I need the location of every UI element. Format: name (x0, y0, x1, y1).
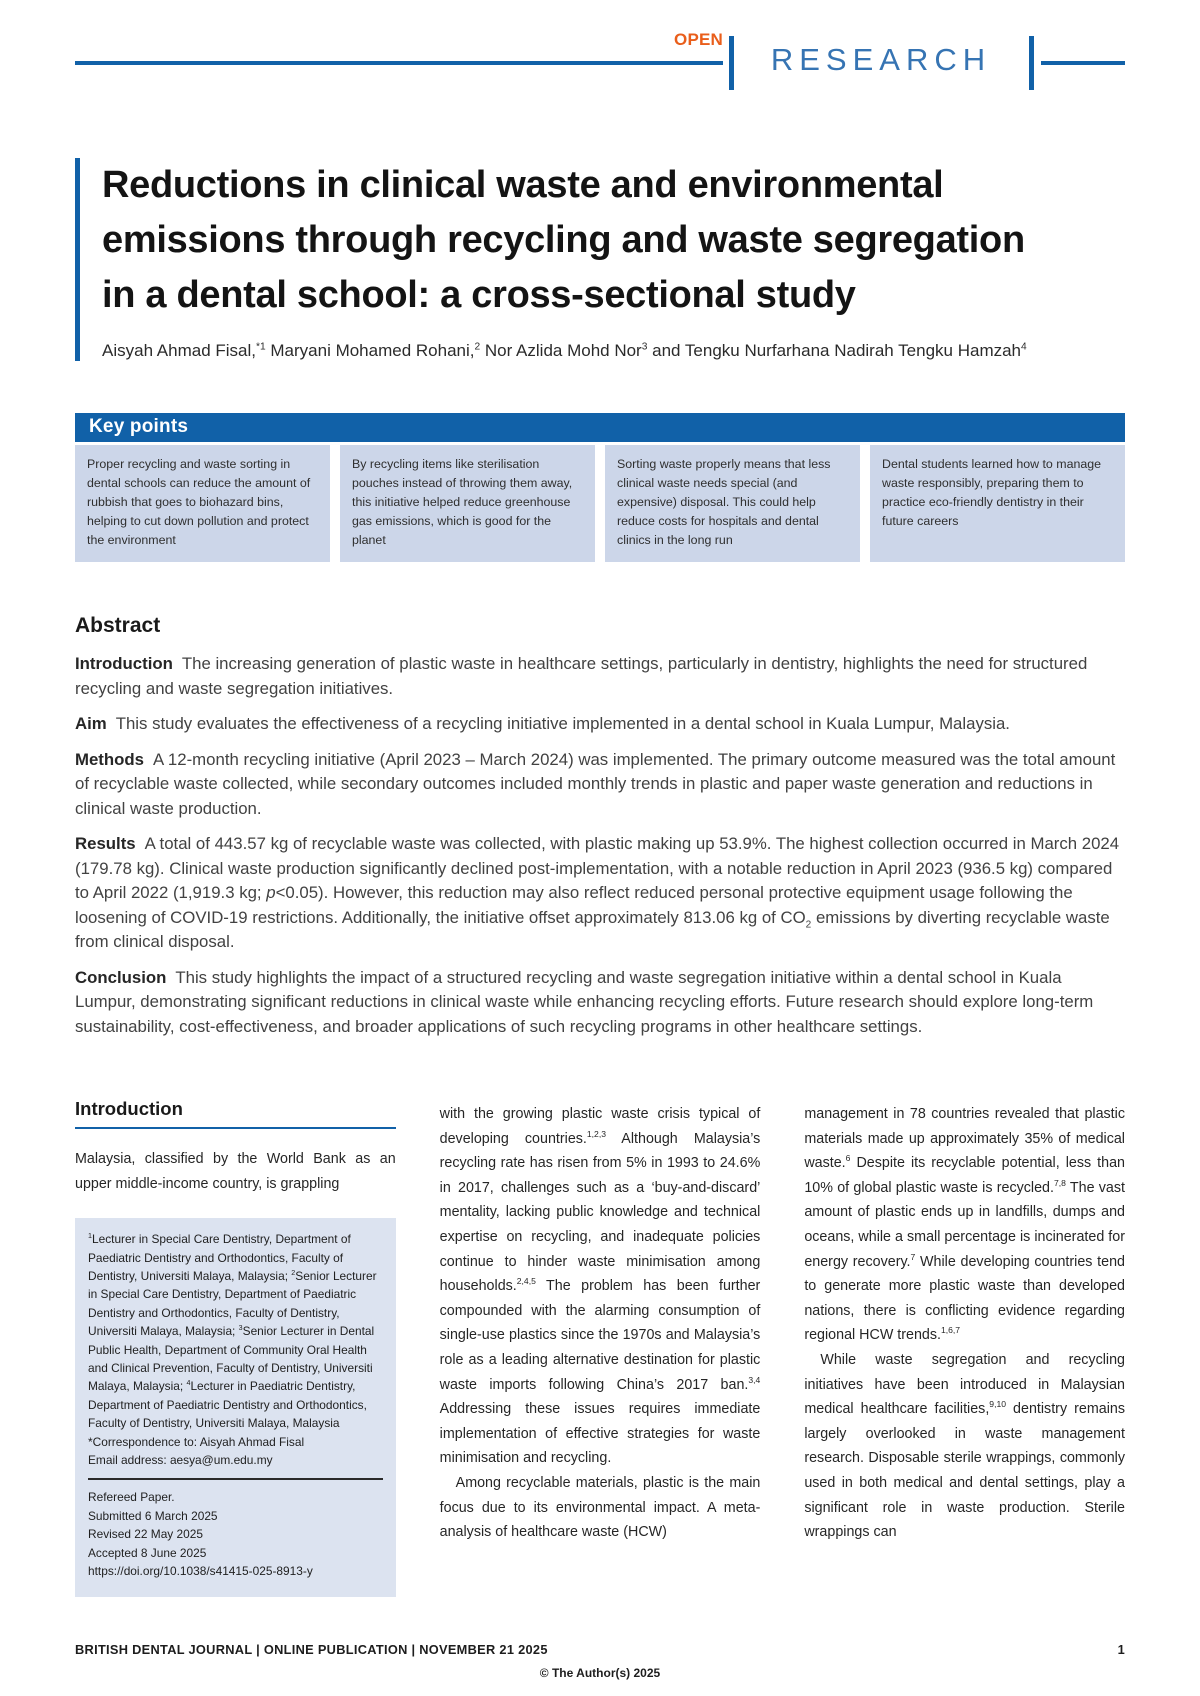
introduction-paragraph: Among recyclable materials, plastic is the main focus due to its environmental impact. A meta-analysis of healthcare waste (HCW) (439, 1474, 761, 1541)
masthead-divider-bar-left (729, 36, 734, 90)
masthead-divider-bar-right (1029, 36, 1034, 90)
article-title: Reductions in clinical waste and environmental emissions through recycling and waste segregation in a dental school: a cross-sectional study (102, 164, 1025, 316)
introduction-paragraph: While waste segregation and recycling initiatives have been introduced in Malaysian medical healthcare facilities,$^{9,10}$ dentistry remains largely overlooked in waste management research. Disposable sterile wrappings, commonly used in both medical and dental settings, play a significant role in waste production. Sterile wrappings can (804, 1351, 1125, 1541)
abstract-paragraph-label: Methods (75, 749, 144, 769)
journal-info-line: BRITISH DENTAL JOURNAL | ONLINE PUBLICATION | NOVEMBER 21 2025 (75, 1642, 548, 1657)
abstract-paragraph-label: Conclusion (75, 967, 167, 987)
abstract-paragraph (75, 652, 1125, 701)
abstract-paragraph-text: This study highlights the impact of a structured recycling and waste segregation initiative within a dental school in Kuala Lumpur, demonstrating significant reductions in clinical waste while enhancing recycling efforts. Future research should explore long-term sustainability, cost-effectiveness, and broader applications of such recycling programs in other healthcare settings. (75, 967, 1094, 1036)
doi-link[interactable]: https://doi.org/10.1038/s41415-025-8913-y (88, 1564, 313, 1579)
abstract-paragraph-text: A total of 443.57 kg of recyclable waste was collected, with plastic making up 53.9%. The highest collection occurred in March 2024 (179.78 kg). Clinical waste production significantly declined post-implementation, with a notable reduction in April 2023 (936.5 kg) compared to April 2022 (1,919.3 kg; p<0.05). However, this reduction may also reflect reduced personal protective equipment usage following the loosening of COVID-19 restrictions. Additionally, the initiative offset approximately 813.06 kg of $CO_2$ emissions by diverting recyclable waste from clinical disposal. (75, 834, 1120, 951)
abstract-section (75, 614, 1125, 1050)
abstract-paragraph-label: Introduction (75, 654, 173, 673)
abstract-paragraph-label: Results (75, 834, 136, 853)
abstract-paragraph-text: A 12-month recycling initiative (April 2023 – March 2024) was implemented. The primary outcome measured was the total amount of recyclable waste collected, while secondary outcomes included monthly trends in plastic and paper waste generation and reductions in clinical waste production. (75, 749, 1116, 818)
affiliations-footnote-box (75, 1218, 396, 1596)
masthead-rule-left (75, 61, 723, 65)
introduction-paragraph: with the growing plastic waste crisis typical of developing countries.$^{1,2,3}$ Although Malaysia’s recycling rate has risen from 5% in 1993 to 24.6% in 2017, challenges such as a ‘buy-and-discard’ mentality, lacking public knowledge and technical expertise on recycling, and inadequate policies continue to hinder waste minimisation among households.$^{2,4,5}$ The problem has been further compounded with the alarming consumption of single-use plastics since the 1970s and Malaysia’s role as a leading alternative destination for plastic waste imports following China’s 2017 ban.$^{3,4}$ Addressing these issues requires immediate implementation of effective strategies for waste minimisation and recycling. (439, 1106, 761, 1467)
page-number: 1 (1117, 1642, 1125, 1657)
page-footer (75, 1642, 1125, 1696)
abstract-paragraph (75, 832, 1125, 955)
open-access-label: OPEN (674, 30, 723, 49)
footnote-divider (88, 1478, 383, 1480)
title-block (75, 158, 1125, 361)
introduction-heading: Introduction (75, 1098, 396, 1129)
key-point-item: Dental students learned how to manage waste responsibly, preparing them to practice eco-friendly dentistry in their future careers (870, 445, 1125, 562)
abstract-paragraph (75, 712, 1125, 737)
introduction-section (75, 1098, 1125, 1597)
submitted-date: Submitted 6 March 2025 (88, 1508, 218, 1523)
key-point-item: Proper recycling and waste sorting in dental schools can reduce the amount of rubbish that goes to biohazard bins, helping to cut down pollution and protect the environment (75, 445, 330, 562)
introduction-column-3 (804, 1098, 1125, 1597)
abstract-paragraph-label: Aim (75, 714, 107, 733)
masthead-rule-right (1041, 61, 1125, 65)
key-points-heading: Key points (75, 413, 1125, 442)
key-points-row (75, 445, 1125, 562)
introduction-column-1 (75, 1098, 396, 1597)
key-points-section (75, 413, 1125, 562)
masthead (75, 28, 1125, 128)
key-point-item: Sorting waste properly means that less clinical waste needs special (and expensive) disposal. This could help reduce costs for hospitals and dental clinics in the long run (605, 445, 860, 562)
refereed-note: Refereed Paper. (88, 1490, 175, 1505)
key-point-item: By recycling items like sterilisation pouches instead of throwing them away, this initiative helped reduce greenhouse gas emissions, which is good for the planet (340, 445, 595, 562)
author-list: Aisyah Ahmad Fisal,$^{*1}$ Maryani Mohamed Rohani,$^2$ Nor Azlida Mohd Nor$^3$ and Tengku Nurfarhana Nadirah Tengku Hamzah$^4$ (102, 341, 1027, 360)
introduction-column-2 (440, 1098, 761, 1597)
revised-date: Revised 22 May 2025 (88, 1527, 204, 1542)
research-section-label: RESEARCH (770, 42, 992, 77)
abstract-paragraph-text: The increasing generation of plastic waste in healthcare settings, particularly in dentistry, highlights the need for structured recycling and waste segregation initiatives. (75, 654, 1088, 698)
abstract-paragraph (75, 748, 1125, 822)
introduction-paragraph: management in 78 countries revealed that plastic materials made up approximately 35% of medical waste.$^6$ Despite its recyclable potential, less than 10% of global plastic waste is recycled.$^{7,8}$ The vast amount of plastic ends up in landfills, dumps and oceans, while a small percentage is incinerated for energy recovery.$^7$ While developing countries tend to generate more plastic waste than developed nations, there is conflicting evidence regarding regional HCW trends.$^{1,6,7}$ (804, 1106, 1125, 1344)
abstract-paragraph-text: This study evaluates the effectiveness of a recycling initiative implemented in a dental school in Kuala Lumpur, Malaysia. (115, 714, 1010, 733)
accepted-date: Accepted 8 June 2025 (88, 1545, 207, 1560)
abstract-paragraph (75, 966, 1125, 1040)
copyright-line: © The Author(s) 2025 (539, 1666, 661, 1680)
abstract-heading: Abstract (75, 614, 161, 637)
introduction-paragraph: Malaysia, classified by the World Bank as an upper middle-income country, is grappling (75, 1151, 396, 1192)
author-affiliations: $^1$Lecturer in Special Care Dentistry, Department of Paediatric Dentistry and Orthodontics, Faculty of Dentistry, Universiti Malaya, Malaysia; $^2$Senior Lecturer in Special Care Dentistry, Department of Paediatric Dentistry and Orthodontics, Faculty of Dentistry, Universiti Malaya, Malaysia; $^3$Senior Lecturer in Dental Public Health, Department of Community Oral Health and Clinical Prevention, Faculty of Dentistry, Universiti Malaya, Malaysia; $^4$Lecturer in Paediatric Dentistry, Department of Paediatric Dentistry and Orthodontics, Faculty of Dentistry, Universiti Malaya, Malaysia (88, 1232, 377, 1431)
correspondence-note: *Correspondence to: Aisyah Ahmad Fisal Email address: aesya@um.edu.my (88, 1434, 305, 1468)
